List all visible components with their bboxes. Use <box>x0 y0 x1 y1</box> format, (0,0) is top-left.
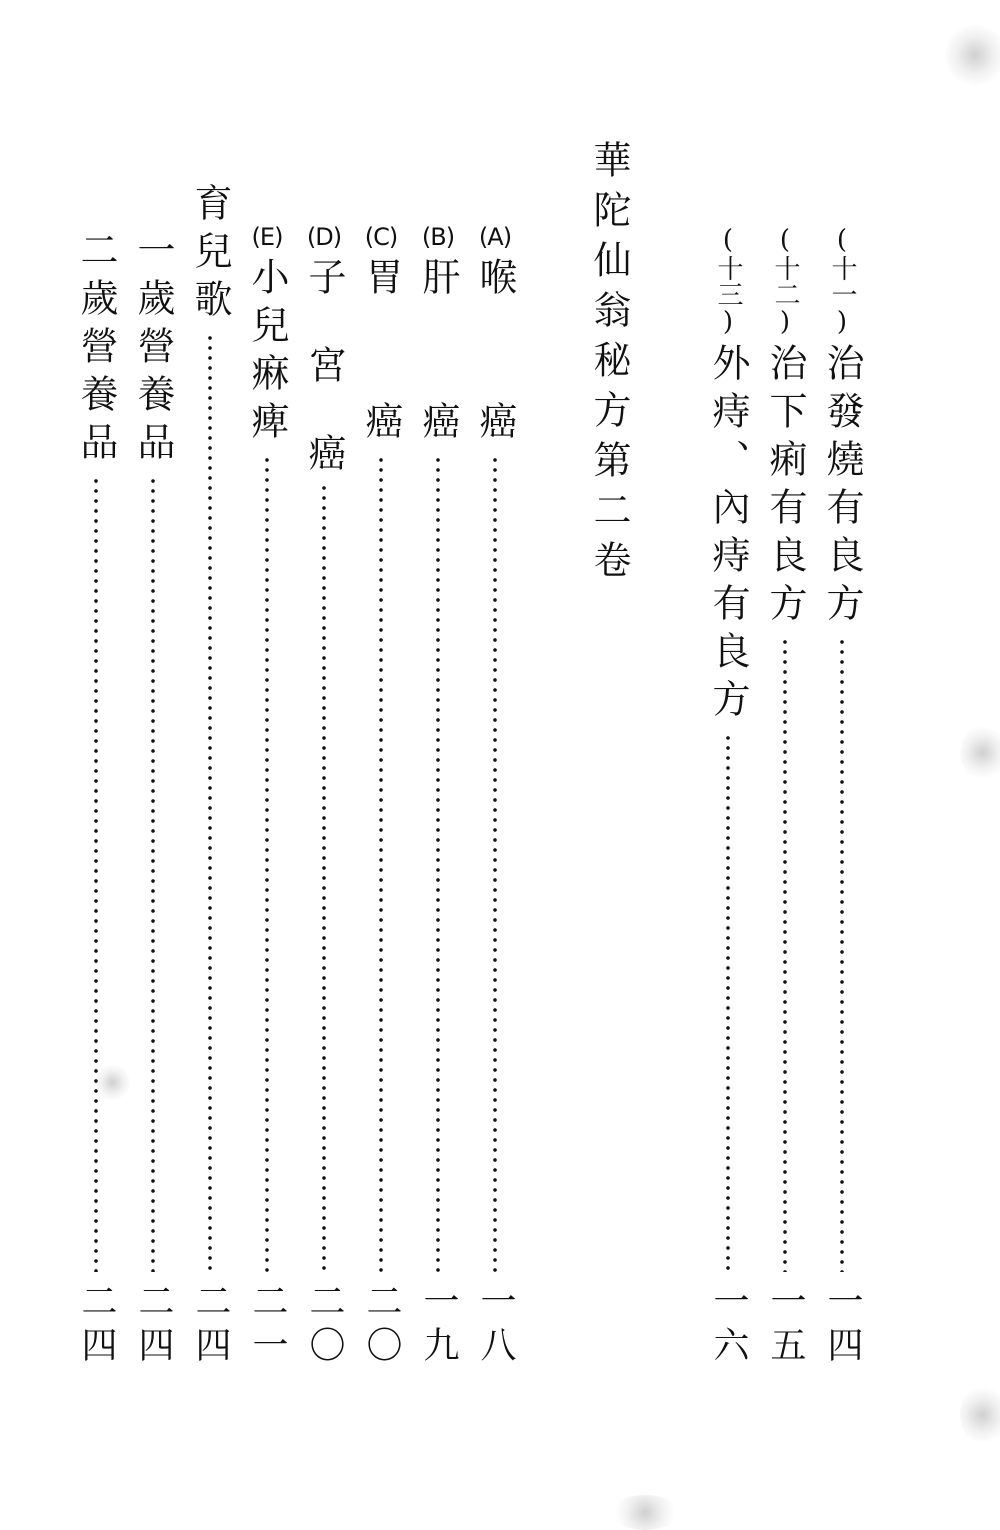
leader-dots <box>321 483 327 1272</box>
leader-dots <box>264 455 270 1272</box>
toc-entry-e <box>242 225 292 1370</box>
entry-title: 小兒痳痺 <box>245 257 289 449</box>
entry-marker: (E) <box>251 223 283 251</box>
leader-dots <box>435 455 441 1272</box>
scan-smudge <box>610 1495 680 1530</box>
toc-entry-d <box>299 225 349 1370</box>
entry-title: 外痔、內痔有良方 <box>706 343 750 727</box>
entry-marker: (十三) <box>713 225 743 337</box>
scan-smudge <box>960 1385 1000 1445</box>
entry-title: 育兒歌 <box>188 183 232 327</box>
entry-title: 二歲營養品 <box>74 230 118 470</box>
entry-marker: (C) <box>364 223 398 251</box>
scan-smudge <box>945 25 1000 85</box>
entry-page-number: 二〇 <box>361 1282 402 1370</box>
toc-entry-c <box>356 225 406 1370</box>
leader-dots <box>150 476 156 1272</box>
toc-entry-12 <box>760 225 810 1370</box>
entry-marker: (B) <box>421 223 455 251</box>
entry-page-number: 一六 <box>708 1282 749 1370</box>
entry-page-number: 一八 <box>475 1282 516 1370</box>
leader-dots <box>378 455 384 1272</box>
toc-entry-song <box>185 183 235 1370</box>
entry-marker: (A) <box>478 223 512 251</box>
entry-marker: (D) <box>306 223 342 251</box>
entry-page-number: 二四 <box>76 1282 117 1370</box>
section-title-text: 華陀仙翁秘方第二卷 <box>587 140 631 590</box>
toc-entry-11 <box>817 225 867 1370</box>
entry-title: 治發燒有良方 <box>820 343 864 631</box>
entry-title: 一歲營養品 <box>131 230 175 470</box>
scan-smudge <box>960 725 1000 780</box>
toc-entry-13 <box>703 225 753 1370</box>
toc-entry-a <box>470 225 520 1370</box>
toc-entry-one-year <box>128 230 178 1370</box>
scan-smudge <box>95 1065 130 1100</box>
leader-dots <box>725 733 731 1272</box>
leader-dots <box>839 637 845 1272</box>
entry-title: 子 宮 癌 <box>302 257 346 477</box>
entry-page-number: 二四 <box>133 1282 174 1370</box>
entry-title: 治下痢有良方 <box>763 343 807 631</box>
section-title <box>584 140 634 590</box>
entry-title: 喉 癌 <box>473 257 517 449</box>
entry-page-number: 二〇 <box>304 1282 345 1370</box>
toc-entry-b <box>413 225 463 1370</box>
toc-entry-two-year <box>71 230 121 1370</box>
entry-page-number: 一五 <box>765 1282 806 1370</box>
entry-marker: (十一) <box>827 225 857 337</box>
entry-title: 肝 癌 <box>416 257 460 449</box>
leader-dots <box>782 637 788 1272</box>
entry-page-number: 一九 <box>418 1282 459 1370</box>
leader-dots <box>492 455 498 1272</box>
entry-title: 胃 癌 <box>359 257 403 449</box>
entry-page-number: 二一 <box>247 1282 288 1370</box>
entry-page-number: 二四 <box>190 1282 231 1370</box>
leader-dots <box>93 476 99 1272</box>
entry-page-number: 一四 <box>822 1282 863 1370</box>
entry-marker: (十二) <box>770 225 800 337</box>
leader-dots <box>207 333 213 1272</box>
